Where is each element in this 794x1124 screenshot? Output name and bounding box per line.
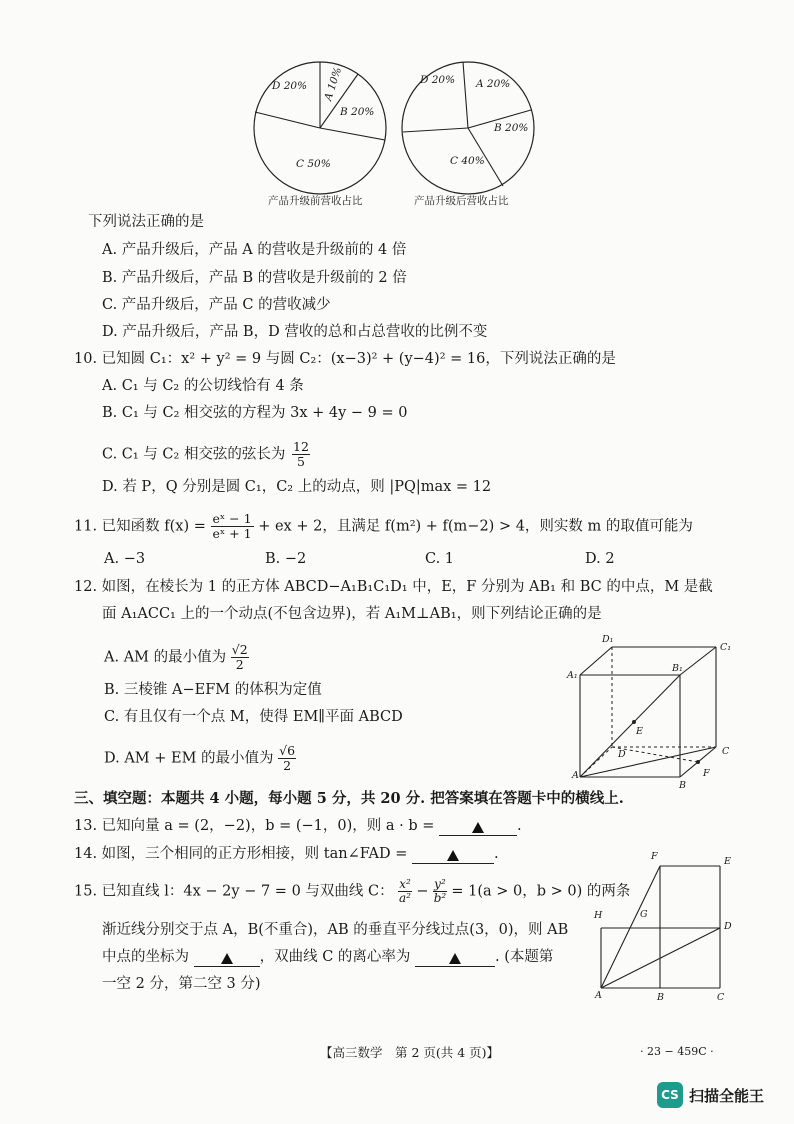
pie-after-label-d: D 20%	[420, 74, 456, 86]
q15-line2: 渐近线分别交于点 A，B(不重合)，AB 的垂直平分线过点(3，0)，则 AB	[102, 922, 569, 938]
pie-charts	[245, 40, 535, 210]
q15-line3-post: . (本题第	[495, 949, 554, 965]
q11-option-a: A. −3	[104, 551, 146, 567]
q9-option-a: A. 产品升级后，产品 A 的营收是升级前的 4 倍	[102, 242, 407, 258]
q13-answer-blank[interactable]	[439, 817, 517, 836]
q14-answer-blank[interactable]	[412, 845, 494, 864]
q13	[74, 816, 522, 836]
triangle-icon	[472, 822, 484, 833]
q12-a-frac-den: 2	[235, 657, 244, 672]
q15-line3	[102, 947, 553, 967]
page-footer: 【高三数学 第 2 页(共 4 页)】	[320, 1045, 500, 1060]
q15-frac2-den: b²	[433, 891, 447, 905]
q11-fraction	[211, 512, 254, 541]
q10-option-c	[102, 440, 310, 469]
squares-label-a: A	[595, 990, 602, 1001]
q15-frac2	[433, 878, 447, 905]
q12-d-fraction	[278, 744, 296, 773]
q15-minus: −	[416, 883, 429, 900]
q15-frac2-num: y²	[434, 877, 446, 891]
q12-option-a-text: A. AM 的最小值为	[104, 649, 227, 666]
q10-fraction	[292, 440, 310, 469]
q14-text: 14. 如图，三个相同的正方形相接，则 tan∠FAD =	[74, 846, 408, 862]
q10-frac-num: 12	[293, 439, 309, 454]
q12-option-a	[104, 643, 249, 672]
cube-label-d: D	[618, 749, 626, 760]
pie-before-caption: 产品升级前营收占比	[268, 195, 363, 207]
squares-figure	[596, 858, 736, 998]
squares-label-h: H	[594, 910, 603, 921]
triangle-icon	[221, 953, 233, 964]
q10-option-d: D. 若 P，Q 分别是圆 C₁，C₂ 上的动点，则 |PQ|max = 12	[102, 479, 492, 495]
q15-frac1	[398, 878, 412, 905]
q11-frac-den: eˣ + 1	[212, 526, 252, 541]
cube-label-b: B	[679, 780, 686, 791]
q15-line1	[74, 878, 630, 905]
q10-option-c-text: C. C₁ 与 C₂ 相交弦的弦长为	[102, 446, 286, 463]
squares-label-c: C	[717, 992, 725, 1003]
cube-label-a: A	[572, 770, 579, 781]
q11-option-c: C. 1	[425, 551, 455, 567]
q12-a-frac-num: √2	[231, 642, 248, 657]
squares-label-g: G	[640, 909, 648, 920]
pie-before-label-c: C 50%	[296, 158, 331, 170]
camscanner-logo-icon: CS	[657, 1082, 683, 1108]
q9-option-d: D. 产品升级后，产品 B，D 营收的总和占总营收的比例不变	[102, 324, 488, 340]
q15-frac1-den: a²	[399, 891, 411, 905]
q15-line3-mid: ，双曲线 C 的离心率为	[259, 949, 411, 965]
pie-after-label-c: C 40%	[450, 155, 485, 167]
pie-after-label-a: A 20%	[476, 78, 511, 90]
cube-label-e: E	[636, 726, 643, 737]
q12-d-frac-num: √6	[279, 743, 296, 758]
q13-end: .	[517, 818, 522, 834]
q11-stem	[74, 512, 693, 541]
q11-frac-num: eˣ − 1	[212, 511, 252, 526]
q15-answer-blank-2[interactable]	[415, 948, 495, 967]
q10-stem: 10. 已知圆 C₁：x² + y² = 9 与圆 C₂：(x−3)² + (y−4)² = 16，下列说法正确的是	[74, 351, 616, 367]
q9-stem: 下列说法正确的是	[88, 214, 204, 230]
cube-label-d1: D₁	[602, 634, 614, 645]
q12-stem-line2: 面 A₁ACC₁ 上的一个动点(不包含边界)，若 A₁M⊥AB₁，则下列结论正确的是	[102, 606, 602, 622]
cube-label-a1: A₁	[567, 670, 578, 681]
cube-label-c: C	[722, 746, 730, 757]
pie-after-caption: 产品升级后营收占比	[414, 195, 509, 207]
page-code: · 23 − 459C ·	[640, 1045, 714, 1058]
q12-option-c: C. 有且仅有一个点 M，使得 EM∥平面 ABCD	[104, 709, 403, 725]
q15-line1-pre: 15. 已知直线 l：4x − 2y − 7 = 0 与双曲线 C：	[74, 883, 394, 900]
q10-option-a: A. C₁ 与 C₂ 的公切线恰有 4 条	[102, 378, 304, 394]
q14	[74, 844, 499, 864]
triangle-icon	[449, 953, 461, 964]
squares-label-f: F	[651, 851, 658, 862]
q12-option-d-text: D. AM + EM 的最小值为	[104, 750, 274, 767]
camscanner-text: 扫描全能王	[689, 1087, 765, 1105]
q15-line1-post: = 1(a > 0，b > 0) 的两条	[451, 883, 631, 900]
q15-line4: 一空 2 分，第二空 3 分)	[102, 976, 261, 992]
q12-a-fraction	[231, 643, 249, 672]
q11-option-b: B. −2	[265, 551, 307, 567]
q12-d-frac-den: 2	[283, 758, 292, 773]
q12-option-b: B. 三棱锥 A−EFM 的体积为定值	[104, 682, 322, 698]
squares-label-b: B	[657, 992, 664, 1003]
q15-line3-pre: 中点的坐标为	[102, 949, 189, 965]
squares-label-d: D	[724, 921, 732, 932]
cube-label-f: F	[703, 768, 710, 779]
q11-option-d: D. 2	[585, 551, 615, 567]
cube-label-c1: C₁	[720, 642, 732, 653]
squares-label-e: E	[724, 856, 731, 867]
q13-text: 13. 已知向量 a = (2，−2)，b = (−1，0)，则 a · b =	[74, 818, 435, 834]
cube-label-b1: B₁	[672, 663, 683, 674]
q10-option-b: B. C₁ 与 C₂ 相交弦的方程为 3x + 4y − 9 = 0	[102, 405, 408, 421]
q9-option-b: B. 产品升级后，产品 B 的营收是升级前的 2 倍	[102, 270, 407, 286]
q10-frac-den: 5	[297, 454, 305, 469]
q12-stem-line1: 12. 如图，在棱长为 1 的正方体 ABCD−A₁B₁C₁D₁ 中，E，F 分别为 AB₁ 和 BC 的中点，M 是截	[74, 579, 713, 595]
triangle-icon	[447, 850, 459, 861]
section3-heading: 三、填空题：本题共 4 小题，每小题 5 分，共 20 分. 把答案填在答题卡中的横线上.	[74, 790, 624, 807]
q11-stem-pre: 11. 已知函数 f(x) =	[74, 518, 206, 535]
pie-after-label-b: B 20%	[494, 122, 529, 134]
q9-option-c: C. 产品升级后，产品 C 的营收减少	[102, 297, 331, 313]
cube-figure	[570, 635, 720, 795]
q12-option-d	[104, 744, 296, 773]
q14-end: .	[494, 846, 499, 862]
pie-before-label-b: B 20%	[340, 106, 375, 118]
q11-stem-post: + ex + 2，且满足 f(m²) + f(m−2) > 4，则实数 m 的取值可能为	[258, 518, 693, 535]
q15-frac1-num: x²	[399, 877, 411, 891]
q15-answer-blank-1[interactable]	[194, 948, 260, 967]
pie-before-label-a: A 10%	[322, 65, 345, 103]
pie-before-label-d: D 20%	[272, 80, 308, 92]
